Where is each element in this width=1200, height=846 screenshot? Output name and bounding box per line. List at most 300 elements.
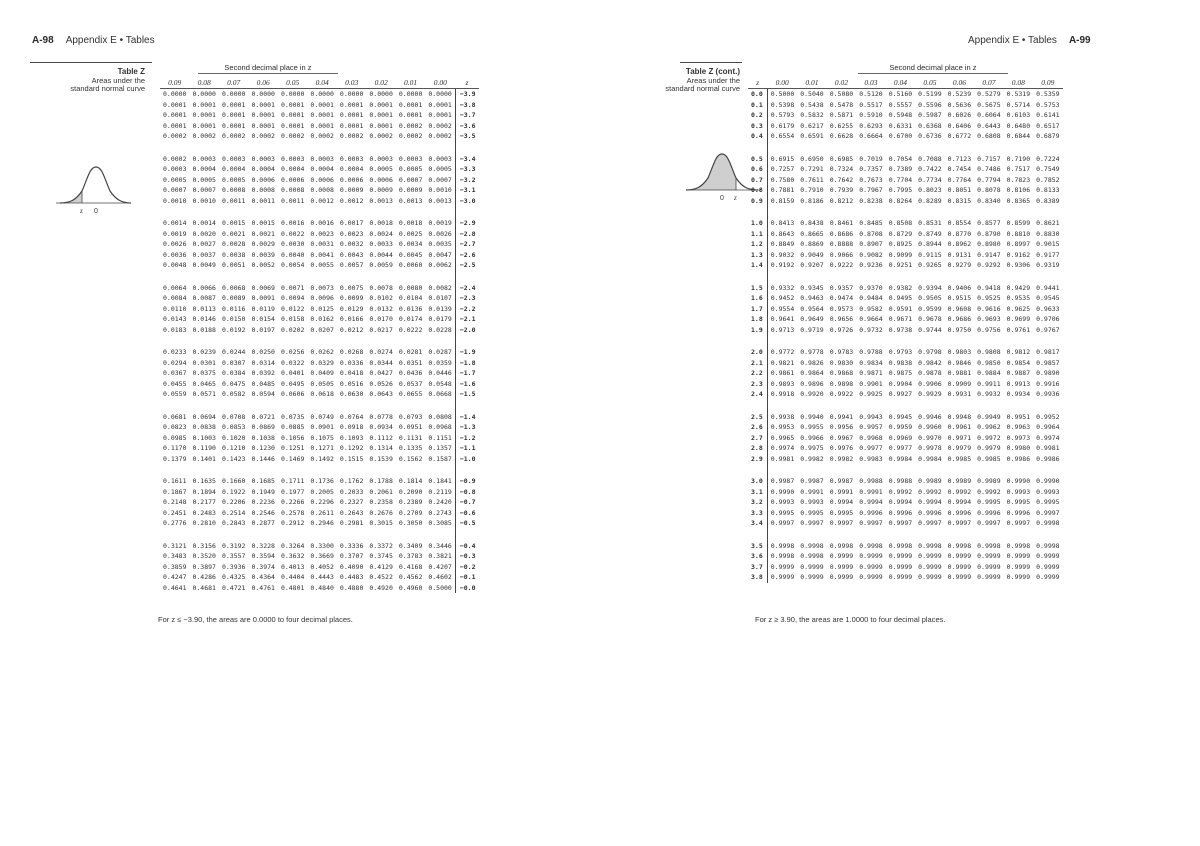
area-cell: 0.9943	[859, 412, 883, 421]
area-cell: 0.8389	[1036, 196, 1060, 205]
z-value-cell: −3.8	[455, 100, 478, 111]
area-cell: 0.0571	[192, 390, 216, 399]
area-cell: 0.1131	[398, 433, 423, 442]
area-cell: 0.9999	[918, 552, 942, 561]
area-cell: 0.0239	[192, 348, 216, 357]
area-cell: 0.0099	[339, 294, 364, 303]
table-row	[160, 250, 479, 261]
z-value-cell: −1.5	[455, 389, 478, 400]
area-cell: 0.5832	[800, 111, 824, 120]
left-tail-normal-curve-icon	[56, 163, 131, 215]
area-cell: 0.0228	[428, 325, 452, 334]
area-cell: 0.1539	[369, 454, 393, 463]
z-value-cell: −1.2	[455, 433, 478, 444]
area-cell: 0.8531	[918, 219, 942, 228]
area-cell: 0.9793	[888, 348, 913, 357]
area-cell: 0.0001	[280, 121, 305, 130]
area-cell: 0.1841	[428, 477, 452, 486]
area-cell: 0.6985	[829, 154, 854, 163]
z-value-cell: −3.7	[455, 110, 478, 121]
area-cell: 0.0043	[339, 250, 364, 259]
area-cell: 0.9738	[888, 325, 913, 334]
area-cell: 0.9913	[1006, 379, 1031, 388]
area-cell: 0.9999	[977, 573, 1001, 582]
area-cell: 0.0217	[369, 325, 393, 334]
area-cell: 0.6772	[947, 132, 972, 141]
z-value-cell: −0.7	[455, 497, 478, 508]
table-row	[748, 551, 1063, 562]
area-cell: 0.0051	[221, 261, 246, 270]
area-cell: 0.7422	[918, 165, 942, 174]
area-cell: 0.2451	[163, 508, 187, 517]
area-cell: 0.9955	[800, 423, 824, 432]
area-cell: 0.9999	[977, 562, 1001, 571]
area-cell: 0.9115	[918, 250, 942, 259]
area-cell: 0.0075	[339, 283, 364, 292]
area-cell: 0.9985	[977, 454, 1001, 463]
area-cell: 0.1922	[221, 487, 246, 496]
area-cell: 0.0001	[163, 111, 187, 120]
area-cell: 0.0409	[310, 369, 334, 378]
area-cell: 0.7454	[947, 165, 972, 174]
area-cell: 0.4404	[280, 573, 305, 582]
area-cell: 0.0192	[221, 325, 246, 334]
area-cell: 0.0301	[192, 358, 216, 367]
area-cell: 0.0008	[310, 186, 334, 195]
area-cell: 0.0465	[192, 379, 216, 388]
area-cell: 0.4801	[280, 583, 305, 592]
area-cell: 0.8438	[800, 219, 824, 228]
table-row	[748, 508, 1063, 519]
area-cell: 0.9633	[1036, 304, 1060, 313]
area-cell: 0.9998	[800, 541, 824, 550]
area-cell: 0.0082	[428, 283, 452, 292]
area-cell: 0.5478	[829, 100, 854, 109]
area-cell: 0.2912	[280, 519, 305, 528]
area-cell: 0.0001	[339, 100, 364, 109]
area-cell: 0.0087	[192, 294, 216, 303]
area-cell: 0.7224	[1036, 154, 1060, 163]
area-cell: 0.0853	[221, 423, 246, 432]
area-cell: 0.3707	[339, 552, 364, 561]
area-cell: 0.0256	[280, 348, 305, 357]
area-cell: 0.9940	[800, 412, 824, 421]
caption-line: standard normal curve	[70, 84, 145, 93]
area-cell: 0.9798	[918, 348, 942, 357]
area-cell: 0.9761	[1006, 325, 1031, 334]
z-value-cell: −0.8	[455, 487, 478, 498]
column-header: 0.03	[337, 76, 366, 89]
z-value-cell: −3.3	[455, 164, 478, 175]
area-cell: 0.3520	[192, 552, 216, 561]
area-cell: 0.9884	[977, 369, 1001, 378]
area-cell: 0.9979	[947, 444, 972, 453]
area-cell: 0.0068	[221, 283, 246, 292]
area-cell: 0.9830	[829, 358, 854, 367]
area-cell: 0.0000	[221, 90, 246, 99]
area-cell: 0.0344	[369, 358, 393, 367]
area-cell: 0.0166	[339, 315, 364, 324]
running-title: Appendix E • Tables	[968, 35, 1057, 46]
area-cell: 0.0003	[192, 154, 216, 163]
area-cell: 0.9608	[947, 304, 972, 313]
area-cell: 0.9999	[918, 562, 942, 571]
area-cell: 0.1423	[221, 454, 246, 463]
area-cell: 0.1271	[310, 444, 334, 453]
table-row	[748, 110, 1063, 121]
area-cell: 0.3050	[398, 519, 423, 528]
area-cell: 0.0375	[192, 369, 216, 378]
area-cell: 0.4840	[310, 583, 334, 592]
area-cell: 0.4052	[310, 562, 334, 571]
area-cell: 0.2981	[339, 519, 364, 528]
area-cell: 0.8790	[977, 229, 1001, 238]
area-cell: 0.0446	[428, 369, 452, 378]
area-cell: 0.2810	[192, 519, 216, 528]
area-cell: 0.6217	[800, 121, 824, 130]
area-cell: 0.9251	[888, 261, 913, 270]
z-value-cell: −1.8	[455, 358, 478, 369]
area-cell: 0.8078	[977, 186, 1001, 195]
z-value-cell: −1.7	[455, 368, 478, 379]
area-cell: 0.6293	[859, 121, 883, 130]
area-cell: 0.1003	[192, 433, 216, 442]
area-cell: 0.9999	[947, 552, 972, 561]
area-cell: 0.1611	[163, 477, 187, 486]
area-cell: 0.5910	[859, 111, 883, 120]
area-cell: 0.9656	[829, 315, 854, 324]
area-cell: 0.1492	[310, 454, 334, 463]
area-cell: 0.9971	[947, 433, 972, 442]
area-cell: 0.9994	[859, 498, 883, 507]
area-cell: 0.7794	[977, 175, 1001, 184]
area-cell: 0.9649	[800, 315, 824, 324]
area-cell: 0.2843	[221, 519, 246, 528]
area-cell: 0.0000	[398, 90, 423, 99]
area-cell: 0.0869	[251, 423, 275, 432]
area-cell: 0.0014	[163, 219, 187, 228]
area-cell: 0.6179	[770, 121, 795, 130]
area-cell: 0.0001	[398, 100, 423, 109]
area-cell: 0.9989	[947, 477, 972, 486]
table-row	[160, 239, 479, 250]
area-cell: 0.6480	[1006, 121, 1031, 130]
area-cell: 0.0351	[398, 358, 423, 367]
area-cell: 0.9850	[977, 358, 1001, 367]
area-cell: 0.0618	[310, 390, 334, 399]
area-cell: 0.9997	[829, 519, 854, 528]
area-cell: 0.0001	[221, 121, 246, 130]
area-cell: 0.9959	[888, 423, 913, 432]
table-row	[160, 368, 479, 379]
table-row	[748, 142, 1063, 165]
area-cell: 0.0307	[221, 358, 246, 367]
right-page-header	[956, 35, 1091, 46]
area-cell: 0.0162	[310, 315, 334, 324]
area-cell: 0.0000	[280, 90, 305, 99]
area-cell: 0.9599	[918, 304, 942, 313]
area-cell: 0.0170	[369, 315, 393, 324]
area-cell: 0.0016	[310, 219, 334, 228]
area-cell: 0.1151	[428, 433, 452, 442]
area-cell: 0.7257	[770, 165, 795, 174]
area-cell: 0.3483	[163, 552, 187, 561]
area-cell: 0.0038	[221, 250, 246, 259]
area-cell: 0.9474	[829, 294, 854, 303]
area-cell: 0.0037	[192, 250, 216, 259]
area-cell: 0.0011	[251, 196, 275, 205]
area-cell: 0.9015	[1036, 240, 1060, 249]
curve-zero-label: 0	[94, 208, 98, 215]
area-cell: 0.6368	[918, 121, 942, 130]
table-row	[160, 443, 479, 454]
area-cell: 0.0089	[221, 294, 246, 303]
area-cell: 0.9969	[888, 433, 913, 442]
z-value-cell: −3.2	[455, 175, 478, 186]
area-cell: 0.9875	[888, 369, 913, 378]
area-cell: 0.0143	[163, 315, 187, 324]
area-cell: 0.6628	[829, 132, 854, 141]
area-cell: 0.9987	[829, 477, 854, 486]
area-cell: 0.1562	[398, 454, 423, 463]
area-cell: 0.0384	[221, 369, 246, 378]
table-row	[160, 206, 479, 229]
area-cell: 0.9994	[888, 498, 913, 507]
area-cell: 0.0001	[163, 100, 187, 109]
area-cell: 0.2709	[398, 508, 423, 517]
area-cell: 0.0934	[369, 423, 393, 432]
area-cell: 0.9032	[770, 250, 795, 259]
area-cell: 0.9554	[770, 304, 795, 313]
area-cell: 0.9319	[1036, 261, 1060, 270]
area-cell: 0.0003	[310, 154, 334, 163]
area-cell: 0.9997	[859, 519, 883, 528]
area-cell: 0.7967	[859, 186, 883, 195]
area-cell: 0.0054	[280, 261, 305, 270]
z-value-cell: −3.4	[455, 142, 478, 165]
area-cell: 0.2389	[398, 498, 423, 507]
area-cell: 0.0019	[163, 229, 187, 238]
area-cell: 0.9999	[1006, 573, 1031, 582]
area-cell: 0.0139	[428, 304, 452, 313]
area-cell: 0.9854	[1006, 358, 1031, 367]
area-cell: 0.9788	[859, 348, 883, 357]
area-cell: 0.0630	[339, 390, 364, 399]
area-cell: 0.9998	[888, 541, 913, 550]
area-cell: 0.9999	[1036, 573, 1060, 582]
area-cell: 0.1446	[251, 454, 275, 463]
area-cell: 0.4602	[428, 573, 452, 582]
area-cell: 0.5319	[1006, 90, 1031, 99]
area-cell: 0.0047	[428, 250, 452, 259]
table-row	[748, 325, 1063, 336]
area-cell: 0.0262	[310, 348, 334, 357]
z-value-cell: 3.5	[748, 529, 767, 552]
area-cell: 0.0505	[310, 379, 334, 388]
area-cell: 0.0985	[163, 433, 187, 442]
area-cell: 0.1814	[398, 477, 423, 486]
area-cell: 0.2676	[369, 508, 393, 517]
area-cell: 0.0025	[398, 229, 423, 238]
area-cell: 0.9993	[1036, 487, 1060, 496]
area-cell: 0.0005	[369, 165, 393, 174]
area-cell: 0.9671	[888, 315, 913, 324]
column-header: 0.09	[1033, 76, 1062, 89]
area-cell: 0.8925	[888, 240, 913, 249]
area-cell: 0.7764	[947, 175, 972, 184]
area-cell: 0.9932	[977, 390, 1001, 399]
z-table-negative	[160, 76, 479, 593]
area-cell: 0.2877	[251, 519, 275, 528]
area-cell: 0.0019	[428, 219, 452, 228]
area-cell: 0.9999	[859, 552, 883, 561]
area-cell: 0.0113	[192, 304, 216, 313]
table-row	[748, 400, 1063, 423]
area-cell: 0.2061	[369, 487, 393, 496]
area-cell: 0.0011	[221, 196, 246, 205]
area-cell: 0.5199	[918, 90, 942, 99]
area-cell: 0.9887	[1006, 369, 1031, 378]
area-cell: 0.8106	[1006, 186, 1031, 195]
z-value-cell: 0.6	[748, 164, 767, 175]
area-cell: 0.0073	[310, 283, 334, 292]
area-cell: 0.9842	[918, 358, 942, 367]
z-value-cell: 2.1	[748, 358, 767, 369]
z-value-cell: 1.8	[748, 314, 767, 325]
area-cell: 0.8962	[947, 240, 972, 249]
area-cell: 0.0001	[221, 100, 246, 109]
column-header: z	[748, 76, 767, 89]
area-cell: 0.0041	[310, 250, 334, 259]
area-cell: 0.9861	[770, 369, 795, 378]
super-header: Second decimal place in z	[858, 63, 1008, 74]
area-cell: 0.0018	[398, 219, 423, 228]
z-value-cell: −3.6	[455, 121, 478, 132]
area-cell: 0.0594	[251, 390, 275, 399]
area-cell: 0.9977	[888, 444, 913, 453]
area-cell: 0.6591	[800, 132, 824, 141]
area-cell: 0.0006	[251, 175, 275, 184]
area-cell: 0.1314	[369, 444, 393, 453]
z-value-cell: 0.2	[748, 110, 767, 121]
area-cell: 0.9750	[947, 325, 972, 334]
area-cell: 0.0004	[339, 165, 364, 174]
area-cell: 0.0004	[310, 165, 334, 174]
area-cell: 0.0000	[428, 90, 452, 99]
area-cell: 0.9925	[859, 390, 883, 399]
area-cell: 0.0000	[339, 90, 364, 99]
area-cell: 0.9990	[1006, 477, 1031, 486]
area-cell: 0.9699	[1006, 315, 1031, 324]
area-cell: 0.0001	[339, 111, 364, 120]
area-cell: 0.9082	[859, 250, 883, 259]
area-cell: 0.0031	[310, 240, 334, 249]
z-value-cell: −1.4	[455, 400, 478, 423]
table-row	[748, 464, 1063, 487]
area-cell: 0.0084	[163, 294, 187, 303]
area-cell: 0.0885	[280, 423, 305, 432]
table-caption	[30, 68, 145, 94]
z-value-cell: −0.1	[455, 572, 478, 583]
area-cell: 0.0002	[398, 132, 423, 141]
area-cell: 0.9938	[770, 412, 795, 421]
area-cell: 0.8997	[1006, 240, 1031, 249]
area-cell: 0.0436	[398, 369, 423, 378]
area-cell: 0.0003	[339, 154, 364, 163]
area-cell: 0.9998	[859, 541, 883, 550]
area-cell: 0.0009	[398, 186, 423, 195]
area-cell: 0.9999	[859, 562, 883, 571]
area-cell: 0.0005	[163, 175, 187, 184]
table-row	[160, 89, 479, 100]
area-cell: 0.2946	[310, 519, 334, 528]
area-cell: 0.0015	[251, 219, 275, 228]
area-cell: 0.0294	[163, 358, 187, 367]
z-value-cell: 3.4	[748, 518, 767, 529]
area-cell: 0.5557	[888, 100, 913, 109]
area-cell: 0.0179	[428, 315, 452, 324]
area-cell: 0.3745	[369, 552, 393, 561]
area-cell: 0.9999	[918, 573, 942, 582]
area-cell: 0.8413	[770, 219, 795, 228]
running-title: Appendix E • Tables	[65, 35, 155, 46]
area-cell: 0.0030	[280, 240, 305, 249]
area-cell: 0.0014	[192, 219, 216, 228]
column-header: 0.05	[278, 76, 307, 89]
area-cell: 0.4013	[280, 562, 305, 571]
area-cell: 0.0183	[163, 325, 187, 334]
area-cell: 0.3085	[428, 519, 452, 528]
area-cell: 0.9332	[770, 283, 795, 292]
area-cell: 0.0002	[192, 132, 216, 141]
area-cell: 0.3632	[280, 552, 305, 561]
area-cell: 0.6664	[859, 132, 883, 141]
area-cell: 0.9279	[947, 261, 972, 270]
table-row	[160, 131, 479, 142]
table-row	[160, 389, 479, 400]
area-cell: 0.8849	[770, 240, 795, 249]
table-row	[160, 464, 479, 487]
area-cell: 0.0359	[428, 358, 452, 367]
area-cell: 0.6064	[977, 111, 1001, 120]
area-cell: 0.9999	[859, 573, 883, 582]
z-value-cell: 0.5	[748, 142, 767, 165]
area-cell: 0.0040	[280, 250, 305, 259]
z-value-cell: −0.6	[455, 508, 478, 519]
area-cell: 0.9934	[1006, 390, 1031, 399]
area-cell: 0.9693	[977, 315, 1001, 324]
area-cell: 0.8238	[859, 196, 883, 205]
z-value-cell: 1.3	[748, 250, 767, 261]
area-cell: 0.4090	[339, 562, 364, 571]
table-row	[748, 497, 1063, 508]
z-value-cell: −2.8	[455, 229, 478, 240]
area-cell: 0.7157	[977, 154, 1001, 163]
area-cell: 0.9997	[800, 519, 824, 528]
area-cell: 0.0516	[339, 379, 364, 388]
area-cell: 0.1190	[192, 444, 216, 453]
area-cell: 0.0132	[369, 304, 393, 313]
area-cell: 0.9998	[829, 541, 854, 550]
area-cell: 0.8023	[918, 186, 942, 195]
area-cell: 0.3264	[280, 541, 305, 550]
area-cell: 0.9678	[918, 315, 942, 324]
area-cell: 0.9998	[947, 541, 972, 550]
table-row	[160, 142, 479, 165]
area-cell: 0.0537	[398, 379, 423, 388]
area-cell: 0.3859	[163, 562, 187, 571]
area-cell: 0.9406	[947, 283, 972, 292]
